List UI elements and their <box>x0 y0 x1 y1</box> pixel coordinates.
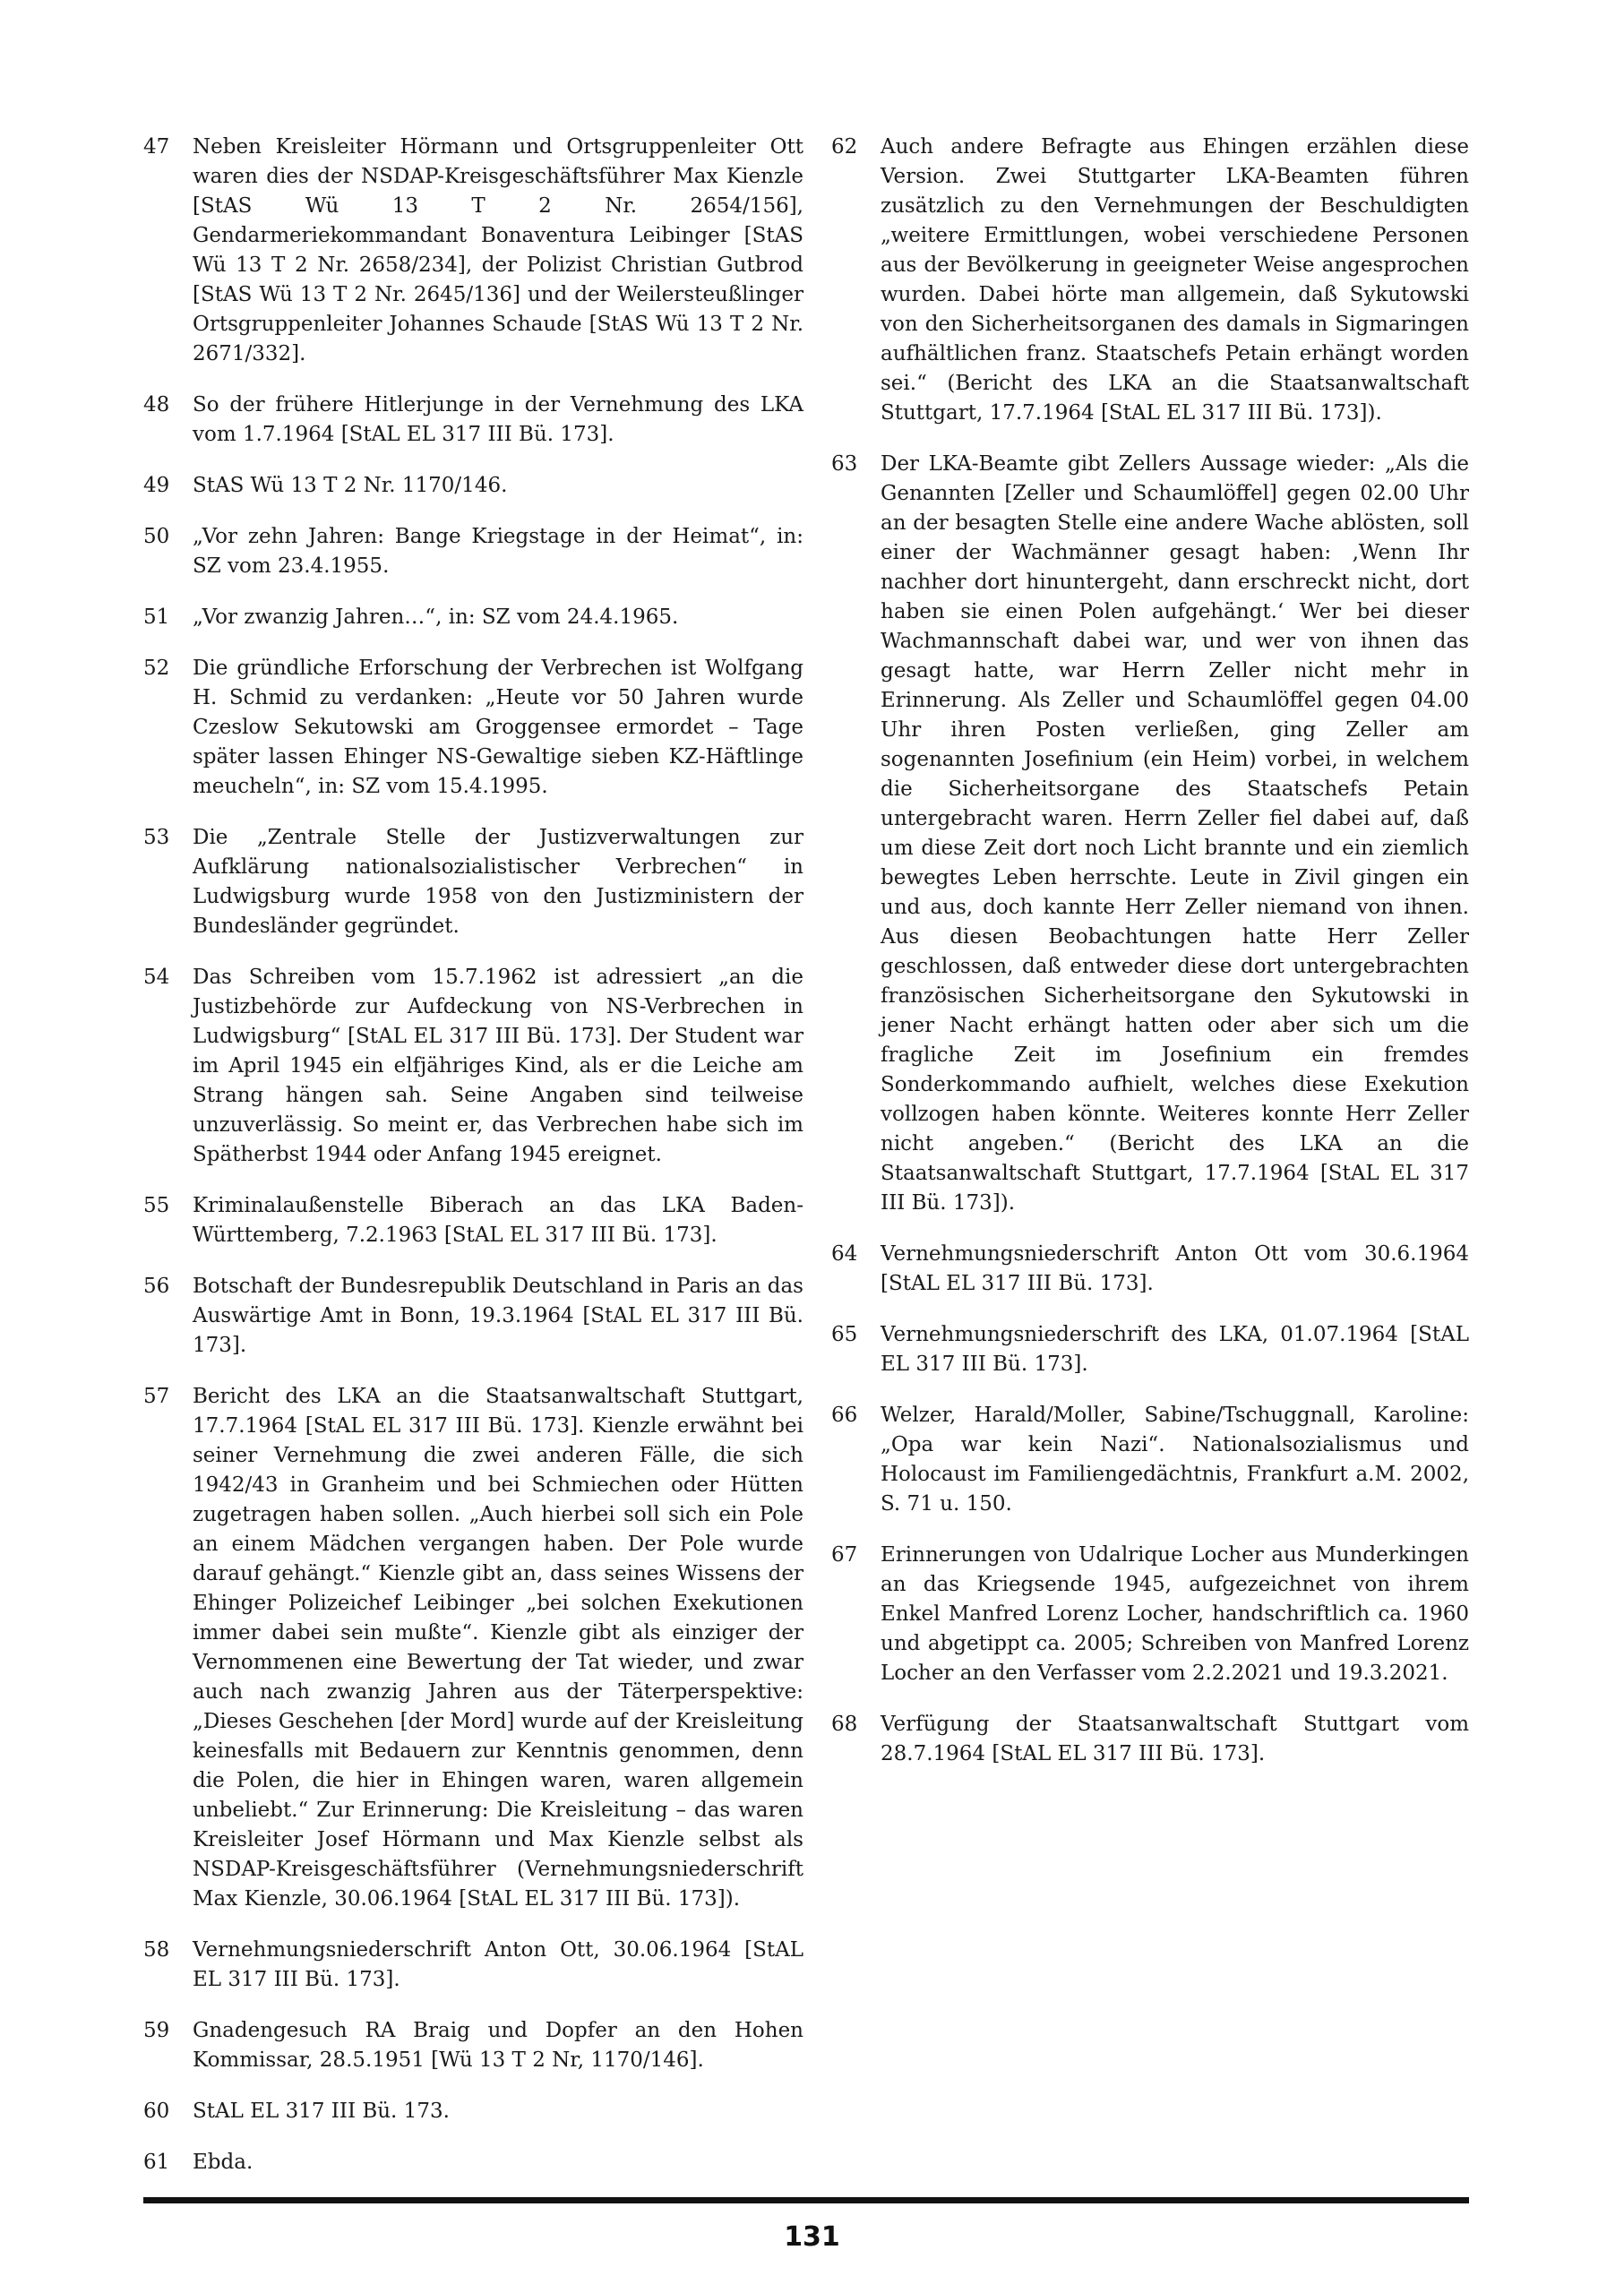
footnotes-left-column <box>143 133 803 2199</box>
footnote-number: 57 <box>143 1385 170 1408</box>
footnote-text: Gnadengesuch RA Braig und Dopfer an den Hohen Kommissar, 28.5.1951 [Wü 13 T 2 Nr, 1170/146]. <box>193 2019 803 2072</box>
footnote-text: So der frühere Hitlerjunge in der Vernehmung des LKA vom 1.7.1964 [StAL EL 317 III Bü. 173]. <box>193 393 803 446</box>
footnote-text: Die „Zentrale Stelle der Justizverwaltungen zur Aufklärung nationalsozialistischer Verbrechen“ in Ludwigsburg wurde 1958 von den Justizministern der Bundesländer gegründet. <box>193 826 803 938</box>
footnote <box>143 522 803 581</box>
footnote-text: Verfügung der Staatsanwaltschaft Stuttgart vom 28.7.1964 [StAL EL 317 III Bü. 173]. <box>881 1713 1469 1765</box>
footnote-text: Vernehmungsniederschrift Anton Ott vom 30.6.1964 [StAL EL 317 III Bü. 173]. <box>881 1242 1469 1295</box>
footnote <box>143 2148 803 2177</box>
footnote-text: Neben Kreisleiter Hörmann und Ortsgruppenleiter Ott waren dies der NSDAP-Kreisgeschäftsführer Max Kienzle [StAS Wü 13 T 2 Nr. 2654/156], Gendarmeriekommandant Bonaventura Leibinger [StAS Wü 13 T 2 Nr. 2658/234], der Polizist Christian Gutbrod [StAS Wü 13 T 2 Nr. 2645/136] und der Weilersteußlinger Ortsgruppenleiter Johannes Schaude [StAS Wü 13 T 2 Nr. 2671/332]. <box>193 135 803 365</box>
footnote <box>143 2016 803 2075</box>
footnote-number: 50 <box>143 525 170 548</box>
footnote <box>143 603 803 632</box>
footnote-number: 67 <box>831 1543 858 1567</box>
footnote-text: StAS Wü 13 T 2 Nr. 1170/146. <box>193 474 508 497</box>
footnote-text: „Vor zehn Jahren: Bange Kriegstage in der Heimat“, in: SZ vom 23.4.1955. <box>193 525 803 578</box>
footnote-number: 49 <box>143 474 170 497</box>
footnote-text: „Vor zwanzig Jahren…“, in: SZ vom 24.4.1965. <box>193 605 679 629</box>
footnote-text: Vernehmungsniederschrift des LKA, 01.07.1964 [StAL EL 317 III Bü. 173]. <box>881 1323 1469 1376</box>
footnote-text: Erinnerungen von Udalrique Locher aus Munderkingen an das Kriegsende 1945, aufgezeichnet von ihrem Enkel Manfred Lorenz Locher, handschriftlich ca. 1960 und abgetippt ca. 2005; Schreiben von Manfred Lorenz Locher an den Verfasser vom 2.2.2021 und 19.3.2021. <box>881 1543 1469 1685</box>
footnote <box>831 1240 1469 1299</box>
footnote-number: 47 <box>143 135 170 159</box>
footnote-text: Der LKA-Beamte gibt Zellers Aussage wieder: „Als die Genannten [Zeller und Schaumlöffel] gegen 02.00 Uhr an der besagten Stelle eine andere Wache ablösten, soll einer der Wachmänner gesagt haben: ‚Wenn Ihr nachher dort hinuntergeht, dann erschreckt nicht, dort haben sie einen Polen aufgehängt.‘ Wer bei dieser Wachmannschaft dabei war, und wer von ihnen das gesagt hatte, war Herrn Zeller nicht mehr in Erinnerung. Als Zeller und Schaumlöffel gegen 04.00 Uhr ihren Posten verließen, ging Zeller am sogenannten Josefinium (ein Heim) vorbei, in welchem die Sicherheitsorgane des Staatschefs Petain untergebracht waren. Herrn Zeller fiel dabei auf, daß um diese Zeit dort noch Licht brannte und ein ziemlich bewegtes Leben herrschte. Leute in Zivil gingen ein und aus, doch kannte Herr Zeller niemand von ihnen. Aus diesen Beobachtungen hatte Herr Zeller geschlossen, daß entweder diese dort untergebrachten französischen Sicherheitsorgane den Sykutowski in jener Nacht erhängt hatten oder aber sich um die fragliche Zeit im Josefinium ein fremdes Sonderkommando aufhielt, welches diese Exekution vollzogen haben könnte. Weiteres konnte Herr Zeller nicht angeben.“ (Bericht des LKA an die Staatsanwaltschaft Stuttgart, 17.7.1964 [StAL EL 317 III Bü. 173]). <box>881 452 1469 1215</box>
footnote-number: 56 <box>143 1275 170 1298</box>
footnote-number: 52 <box>143 657 170 680</box>
footnote-text: Auch andere Befragte aus Ehingen erzählen diese Version. Zwei Stuttgarter LKA-Beamten führen zusätzlich zu den Vernehmungen der Beschuldigten „weitere Ermittlungen, wobei verschiedene Personen aus der Bevölkerung in geeigneter Weise angesprochen wurden. Dabei hörte man allgemein, daß Sykutowski von den Sicherheitsorganen des damals in Sigmaringen aufhältlichen franz. Staatschefs Petain erhängt worden sei.“ (Bericht des LKA an die Staatsanwaltschaft Stuttgart, 17.7.1964 [StAL EL 317 III Bü. 173]). <box>881 135 1469 425</box>
footnote <box>143 1191 803 1250</box>
footnote-text: Das Schreiben vom 15.7.1962 ist adressiert „an die Justizbehörde zur Aufdeckung von NS-Verbrechen in Ludwigsburg“ [StAL EL 317 III Bü. 173]. Der Student war im April 1945 ein elfjähriges Kind, als er die Leiche am Strang hängen sah. Seine Angaben sind teilweise unzuverlässig. So meint er, das Verbrechen habe sich im Spätherbst 1944 oder Anfang 1945 ereignet. <box>193 966 803 1166</box>
footnote <box>143 1936 803 1995</box>
footnote <box>143 391 803 450</box>
footnote-number: 65 <box>831 1323 858 1346</box>
footnote-number: 53 <box>143 826 170 849</box>
footnote-text: Ebda. <box>193 2151 253 2174</box>
footnote-text: Bericht des LKA an die Staatsanwaltschaft Stuttgart, 17.7.1964 [StAL EL 317 III Bü. 173]. Kienzle erwähnt bei seiner Vernehmung die zwei anderen Fälle, die sich 1942/43 in Granheim und bei Schmiechen oder Hütten zugetragen haben sollen. „Auch hierbei soll sich ein Pole an einem Mädchen vergangen haben. Der Pole wurde darauf gehängt.“ Kienzle gibt an, dass seines Wissens der Ehinger Polizeichef Leibinger „bei solchen Exekutionen immer dabei sein mußte“. Kienzle gibt als einziger der Vernommenen eine Bewertung der Tat wieder, und zwar auch nach zwanzig Jahren aus der Täterperspektive: „Dieses Geschehen [der Mord] wurde auf der Kreisleitung keinesfalls mit Bedauern zur Kenntnis genommen, denn die Polen, die hier in Ehingen waren, waren allgemein unbeliebt.“ Zur Erinnerung: Die Kreisleitung – das waren Kreisleiter Josef Hörmann und Max Kienzle selbst als NSDAP-Kreisgeschäftsführer (Vernehmungsniederschrift Max Kienzle, 30.06.1964 [StAL EL 317 III Bü. 173]). <box>193 1385 803 1911</box>
footnote-number: 64 <box>831 1242 858 1266</box>
footnote-number: 66 <box>831 1404 858 1427</box>
footnote-number: 48 <box>143 393 170 417</box>
footnote-number: 62 <box>831 135 858 159</box>
footnote-text: Vernehmungsniederschrift Anton Ott, 30.06.1964 [StAL EL 317 III Bü. 173]. <box>193 1938 803 1991</box>
footnote-number: 63 <box>831 452 858 476</box>
footnotes-right-column <box>831 133 1469 1791</box>
footer-rule <box>143 2197 1469 2203</box>
footnote-text: Kriminalaußenstelle Biberach an das LKA Baden-Württemberg, 7.2.1963 [StAL EL 317 III Bü. 173]. <box>193 1194 803 1247</box>
footnote-number: 60 <box>143 2100 170 2123</box>
footnote <box>143 471 803 501</box>
footnote-text: Die gründliche Erforschung der Verbrechen ist Wolfgang H. Schmid zu verdanken: „Heute vor 50 Jahren wurde Czeslow Sekutowski am Groggensee ermordet – Tage später lassen Ehinger NS-Gewaltige sieben KZ-Häftlinge meucheln“, in: SZ vom 15.4.1995. <box>193 657 803 798</box>
footnote <box>143 823 803 941</box>
footnote <box>143 1382 803 1914</box>
footnote <box>831 1710 1469 1769</box>
footnote-number: 51 <box>143 605 170 629</box>
footnote <box>143 2097 803 2126</box>
footnote-number: 58 <box>143 1938 170 1962</box>
page-number: 131 <box>784 2221 840 2253</box>
footnote <box>143 654 803 802</box>
footnote <box>143 963 803 1170</box>
footnote <box>143 1272 803 1361</box>
footnote <box>831 450 1469 1218</box>
footnote-number: 55 <box>143 1194 170 1217</box>
footnote-text: Welzer, Harald/Moller, Sabine/Tschuggnall, Karoline: „Opa war kein Nazi“. Nationalsozialismus und Holocaust im Familiengedächtnis, Frankfurt a.M. 2002, S. 71 u. 150. <box>881 1404 1469 1516</box>
footnote <box>831 133 1469 428</box>
footnote-number: 68 <box>831 1713 858 1736</box>
footnote <box>831 1541 1469 1688</box>
footnote <box>143 133 803 369</box>
footnote-number: 54 <box>143 966 170 989</box>
footnote <box>831 1320 1469 1379</box>
footnote-text: StAL EL 317 III Bü. 173. <box>193 2100 450 2123</box>
footnote-number: 61 <box>143 2151 170 2174</box>
footnote <box>831 1401 1469 1519</box>
footnote-text: Botschaft der Bundesrepublik Deutschland in Paris an das Auswärtige Amt in Bonn, 19.3.1964 [StAL EL 317 III Bü. 173]. <box>193 1275 803 1357</box>
footnote-number: 59 <box>143 2019 170 2042</box>
